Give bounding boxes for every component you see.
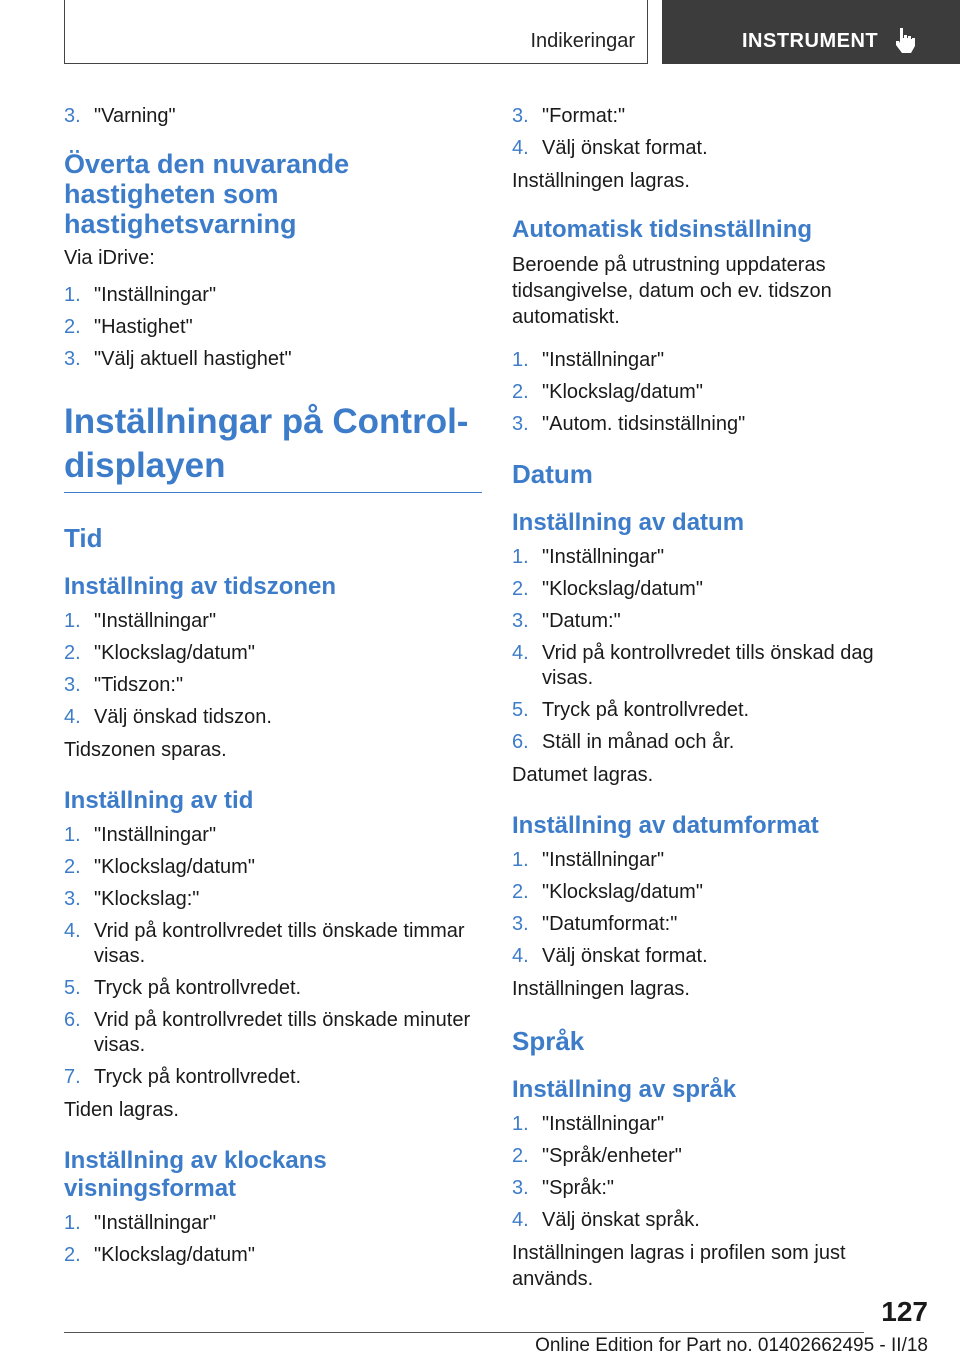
list-item [512,848,930,873]
list-item [512,1208,930,1233]
list-number: 2. [64,642,81,664]
list-item [64,315,482,340]
list-number: 3. [512,413,529,435]
format-list [512,104,930,161]
list-text: "Inställningar" [542,1113,665,1135]
list-text: "Inställningar" [542,349,665,371]
list-text: "Språk:" [542,1177,615,1199]
list-number: 2. [512,1145,529,1167]
list-text: "Datum:" [542,610,621,632]
list-number: 2. [64,856,81,878]
list-number: 4. [512,1209,529,1231]
list-item [512,1112,930,1137]
list-text: "Språk/enheter" [542,1145,682,1167]
list-text: "Inställningar" [94,1212,217,1234]
list-text: Vrid på kontrollvredet tills önskad dag visas. [542,642,874,689]
list-item [512,577,930,602]
list-number: 3. [64,105,81,127]
sprak-saved: Inställningen lagras i profilen som just används. [512,1242,846,1290]
list-text: Vrid på kontrollvredet tills önskade minuter visas. [94,1009,471,1056]
list-item [512,545,930,570]
list-text: Tryck på kontrollvredet. [94,1066,302,1088]
datum-saved: Datumet lagras. [512,764,654,786]
format-saved: Inställningen lagras. [512,170,690,192]
tid-saved: Tiden lagras. [64,1099,179,1121]
list-item [64,1243,482,1268]
left-column [64,104,482,1275]
list-number: 1. [64,284,81,306]
tidszon-saved: Tidszonen sparas. [64,739,227,761]
list-number: 6. [512,731,529,753]
list-number: 4. [512,137,529,159]
heading-tid: Tid [64,523,103,553]
list-number: 5. [64,977,81,999]
list-text: "Klockslag/datum" [542,881,703,903]
list-number: 2. [512,578,529,600]
list-item [512,1176,930,1201]
heading-inst-datum: Inställning av datum [512,509,745,536]
list-number: 1. [64,610,81,632]
list-item [512,1144,930,1169]
list-text: "Inställningar" [94,824,217,846]
list-item [64,673,482,698]
auto-para: Beroende på utrustning uppdateras tidsangivelse, datum och ev. tidszon automatiskt. [512,254,832,328]
list-item [512,104,930,129]
list-number: 4. [64,706,81,728]
list-number: 1. [512,1113,529,1135]
list-number: 4. [512,945,529,967]
list-text: Vrid på kontrollvredet tills önskade timmar visas. [94,920,465,967]
list-text: "Varning" [94,105,176,127]
list-number: 2. [512,881,529,903]
right-column [512,104,930,1304]
list-number: 1. [512,349,529,371]
list-number: 1. [64,824,81,846]
list-text: "Inställningar" [542,849,665,871]
list-number: 3. [64,674,81,696]
list-item [64,609,482,634]
list-item [512,641,930,691]
section-label: Indikeringar [530,30,635,52]
via-text: Via iDrive: [64,247,155,269]
list-number: 5. [512,699,529,721]
list-item [64,641,482,666]
chapter-label: INSTRUMENT [742,30,879,52]
list-item [64,1008,482,1058]
list-number: 4. [64,920,81,942]
list-item [512,880,930,905]
heading-auto: Automatisk tidsinställning [512,216,813,243]
list-item [64,855,482,880]
list-text: "Autom. tidsinställning" [542,413,746,435]
list-text: Välj önskad tidszon. [94,706,272,728]
list-text: "Klockslag/datum" [94,856,255,878]
list-item [512,348,930,373]
list-text: "Välj aktuell hastighet" [94,348,292,370]
list-number: 2. [64,1244,81,1266]
heading-sprak: Språk [512,1026,585,1056]
list-item [64,1065,482,1090]
list-text: Välj önskat format. [542,137,708,159]
auto-list [512,348,930,437]
visning-list [64,1211,482,1268]
list-number: 3. [512,913,529,935]
list-item [64,976,482,1001]
list-number: 4. [512,642,529,664]
list-number: 3. [64,348,81,370]
heading-datum: Datum [512,459,593,489]
list-number: 1. [64,1212,81,1234]
sprak-list [512,1112,930,1233]
list-item [64,705,482,730]
list-number: 3. [64,888,81,910]
main-heading: Inställningar på Control-displayen [64,400,482,493]
list-text: "Klockslag/datum" [542,578,703,600]
heading-datumformat: Inställning av datumformat [512,812,819,839]
tid-list [64,823,482,1090]
overta-list [64,283,482,372]
list-item [512,730,930,755]
list-item [512,698,930,723]
header-section-box [64,0,648,64]
list-item [64,887,482,912]
list-text: "Klockslag/datum" [94,1244,255,1266]
list-item [64,919,482,969]
list-item [64,823,482,848]
list-number: 2. [512,381,529,403]
list-item [512,380,930,405]
header-chapter-box [662,0,960,64]
list-text: Ställ in månad och år. [542,731,735,753]
footer-edition: Online Edition for Part no. 01402662495 - II/18 [535,1335,928,1356]
datumformat-saved: Inställningen lagras. [512,978,690,1000]
list-item [512,412,930,437]
list-item [512,944,930,969]
list-number: 3. [512,105,529,127]
list-text: Välj önskat format. [542,945,708,967]
heading-tidszon: Inställning av tidszonen [64,573,337,600]
heading-inst-sprak: Inställning av språk [512,1076,737,1103]
list-text: "Format:" [542,105,626,127]
list-text: "Klockslag/datum" [542,381,703,403]
list-item [512,609,930,634]
list-number: 1. [512,546,529,568]
list-number: 2. [64,316,81,338]
footer-divider [64,1332,864,1333]
heading-installning-tid: Inställning av tid [64,787,254,814]
list-number: 3. [512,610,529,632]
tidszon-list [64,609,482,730]
heading-visning: Inställning av klockans visningsformat [64,1147,327,1202]
list-text: "Klockslag:" [94,888,200,910]
list-text: "Inställningar" [94,284,217,306]
list-number: 3. [512,1177,529,1199]
list-text: Tryck på kontrollvredet. [94,977,302,999]
list-number: 7. [64,1066,81,1088]
list-item [64,347,482,372]
list-text: "Hastighet" [94,316,193,338]
datum-list [512,545,930,755]
list-item [64,1211,482,1236]
list-text: "Tidszon:" [94,674,184,696]
list-text: "Inställningar" [94,610,217,632]
heading-overta: Överta den nuvarande hastigheten som hastighetsvarning [64,149,350,239]
page-number: 127 [881,1296,928,1327]
list-text: "Datumformat:" [542,913,678,935]
list-item [64,283,482,308]
list-item [64,104,482,129]
list-text: Tryck på kontrollvredet. [542,699,750,721]
list-text: Välj önskat språk. [542,1209,700,1231]
list-number: 6. [64,1009,81,1031]
list-text: "Inställningar" [542,546,665,568]
list-number: 1. [512,849,529,871]
list-item [512,912,930,937]
datumformat-list [512,848,930,969]
list-item [512,136,930,161]
list-text: "Klockslag/datum" [94,642,255,664]
pointing-hand-icon [894,26,916,59]
